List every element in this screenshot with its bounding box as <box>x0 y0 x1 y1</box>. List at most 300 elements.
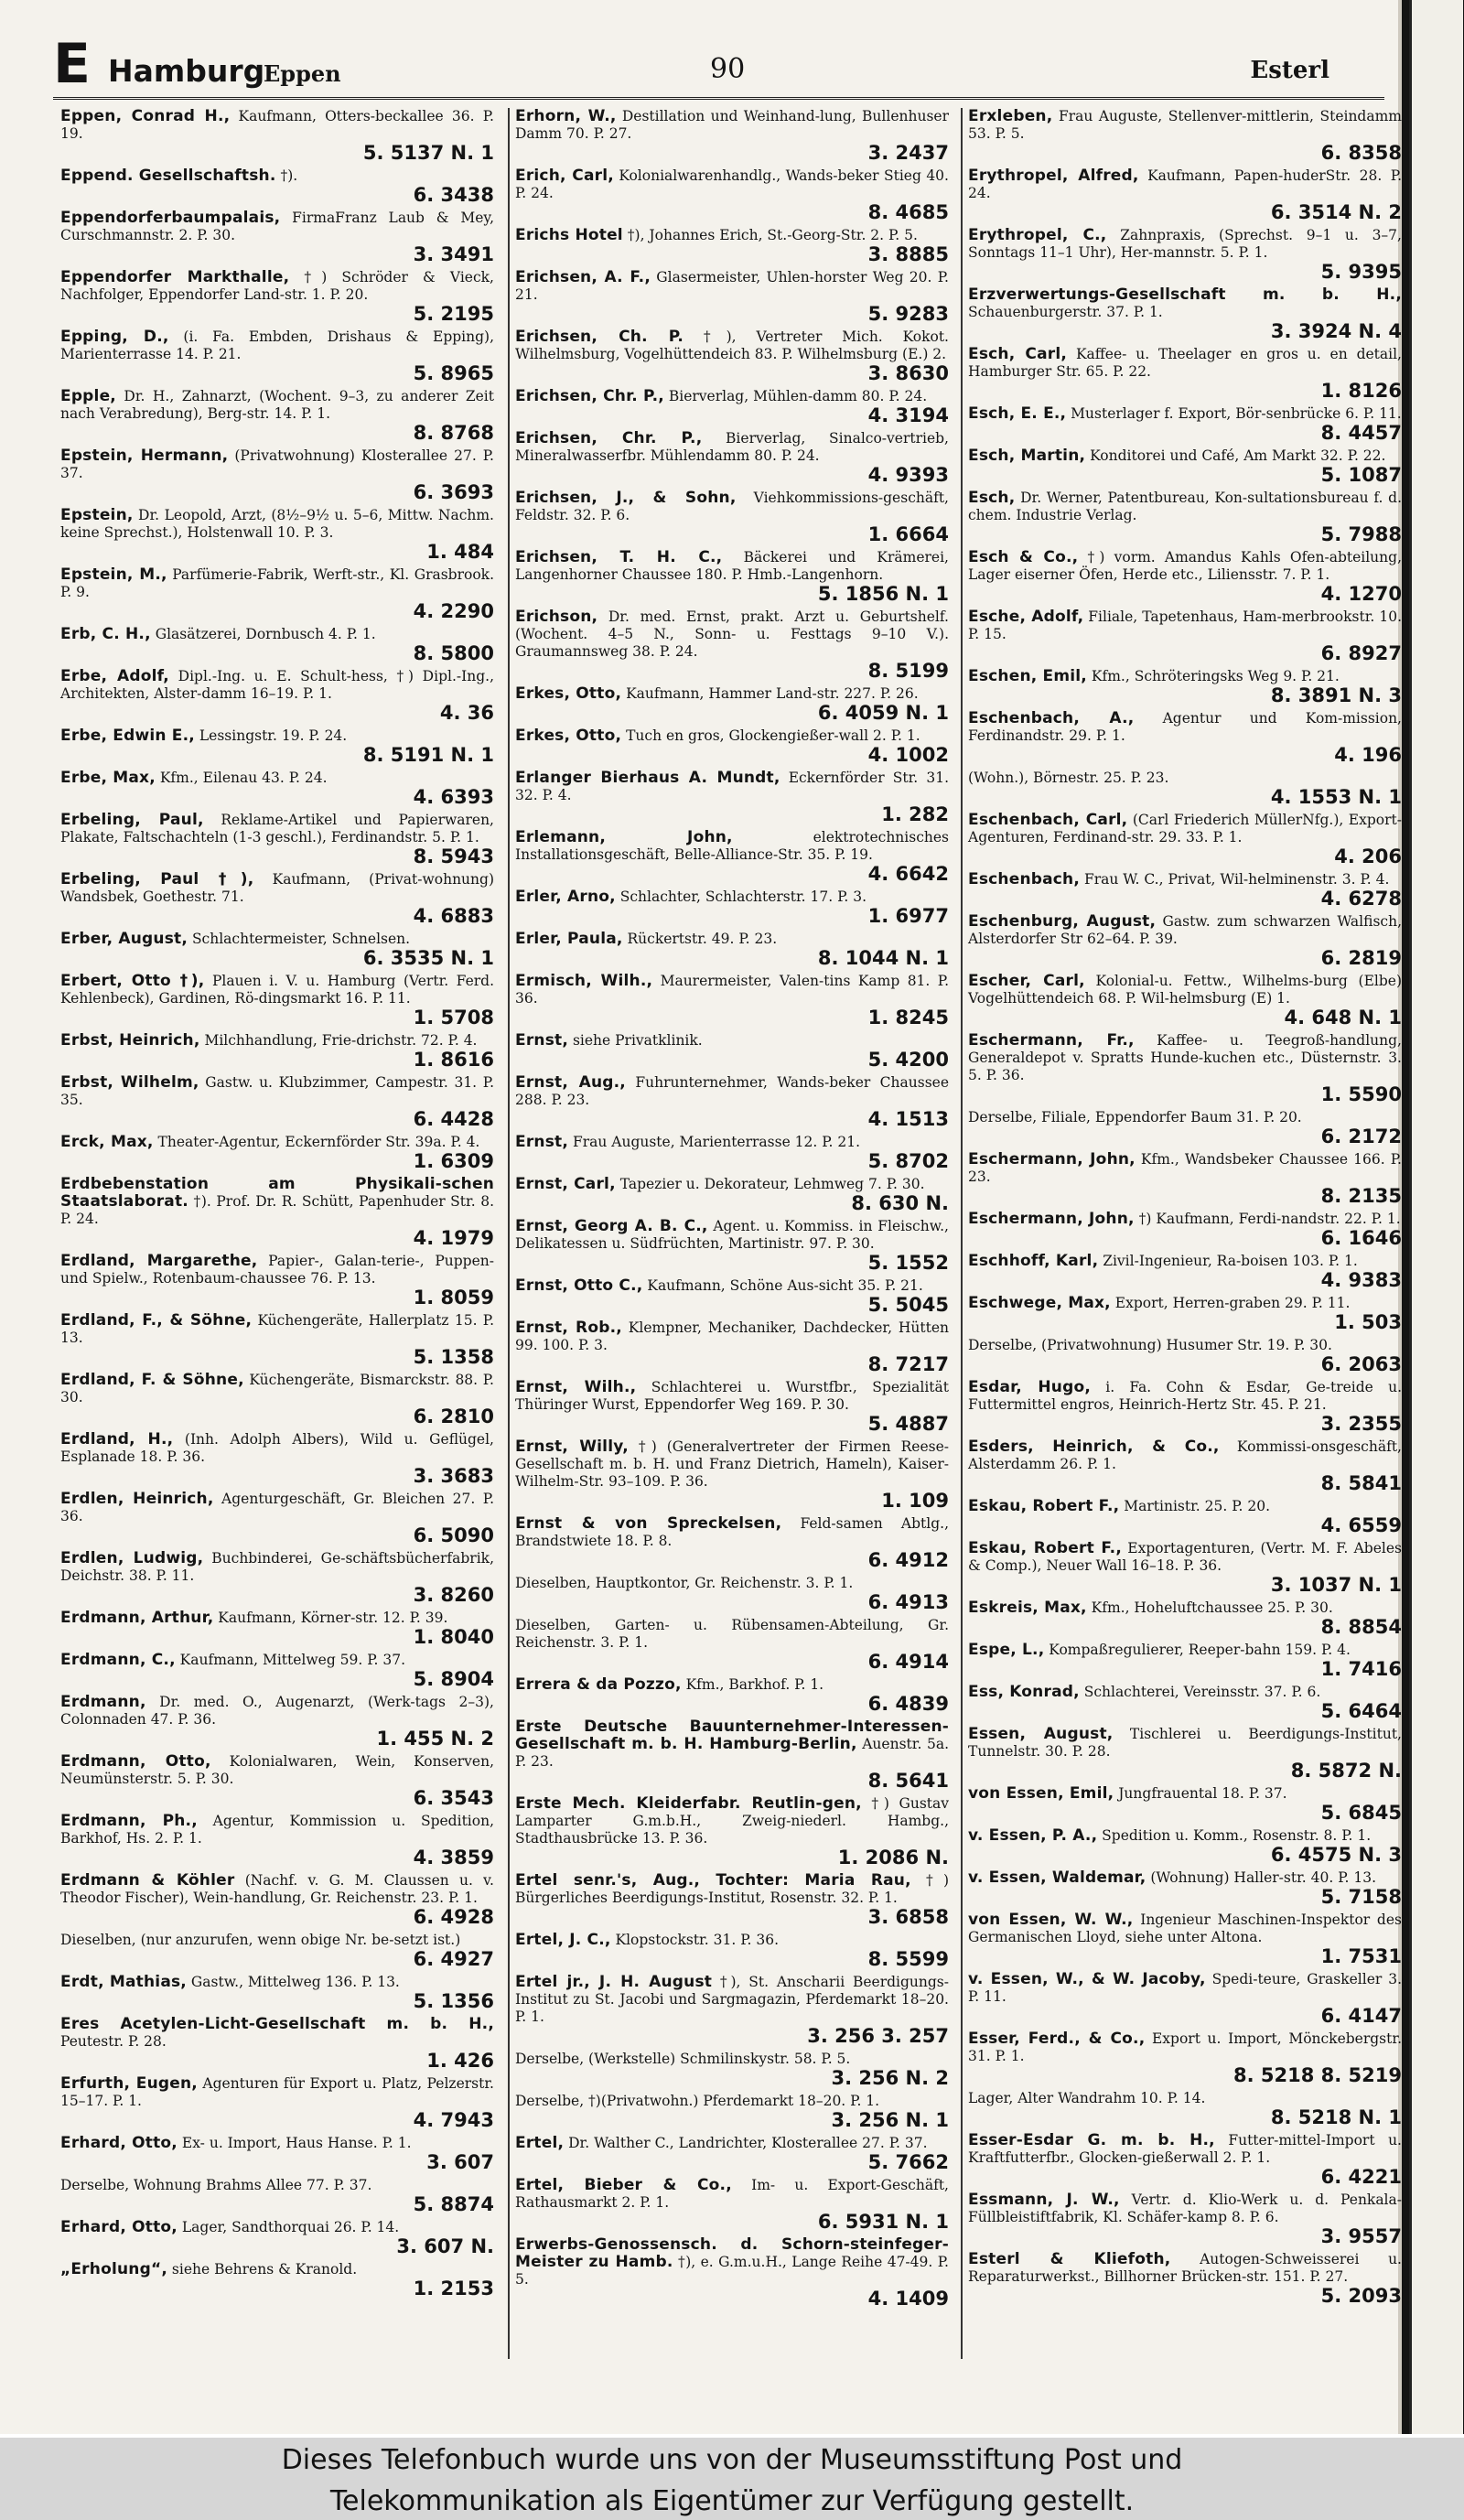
entry-phone-number: 1. 8616 <box>413 1049 494 1071</box>
entry-name: Ernst, Willy, <box>515 1438 629 1456</box>
entry-phone-number: 3. 3491 <box>413 243 494 265</box>
entry-phone-number: 1. 2153 <box>413 2278 494 2299</box>
entry-details: Kfm., Wandsbeker Chaussee 166. P. 23. <box>968 1151 1402 1185</box>
directory-entry <box>968 1295 1402 1333</box>
entry-phone-number: 1. 8126 <box>1320 380 1402 402</box>
directory-entry <box>968 2030 1402 2086</box>
entry-name: Epping, D., <box>60 328 169 346</box>
entry-phone-number: 6. 4914 <box>867 1651 949 1673</box>
directory-entry <box>968 108 1402 164</box>
entry-details: Schlachterei, Vereinsstr. 37. P. 6. <box>1083 1684 1321 1700</box>
entry-phone-number: 5. 7988 <box>1320 523 1402 545</box>
directory-entry <box>968 608 1402 664</box>
entry-phone-number: 1. 7531 <box>1320 1945 1402 1967</box>
entry-details: †), Johannes Erich, St.-Georg-Str. 2. P. 5. <box>627 227 918 243</box>
entry-phone-number: 3. 607 N. <box>396 2235 494 2257</box>
entry-phone-number: 4. 648 N. 1 <box>1284 1007 1402 1028</box>
directory-entry <box>515 1617 949 1673</box>
entry-name: Esch & Co., <box>968 548 1079 566</box>
entry-name: Erichsen, T. H. C., <box>515 548 723 566</box>
entry-name: Erdland, H., <box>60 1430 174 1448</box>
entry-name: Erfurth, Eugen, <box>60 2074 198 2093</box>
entry-name: Espe, L., <box>968 1641 1045 1659</box>
entry-name: Erlanger Bierhaus A. Mundt, <box>515 769 780 787</box>
entry-phone-number: 8. 7217 <box>867 1353 949 1375</box>
entry-name: Epple, <box>60 387 116 405</box>
entry-name: Esterl & Kliefoth, <box>968 2250 1171 2268</box>
directory-entry <box>968 167 1402 223</box>
entry-name: Erzverwertungs-Gesellschaft m. b. H., <box>968 285 1402 304</box>
entry-phone-number: 6. 4575 N. 3 <box>1270 1844 1402 1866</box>
entry-phone-number: 4. 36 <box>439 702 494 724</box>
entry-details: Glasätzerei, Dornbusch 4. P. 1. <box>155 626 376 642</box>
entry-details: †) Schröder & Vieck, Nachfolger, Eppendorfer Land-str. 1. P. 20. <box>60 269 494 303</box>
entry-name: Erkes, Otto, <box>515 727 622 745</box>
entry-phone-number: 8. 5641 <box>867 1770 949 1792</box>
entry-name: Erste Deutsche Bauunternehmer-Interessen-Gesellschaft m. b. H. Hamburg-Berlin, <box>515 1718 949 1753</box>
entry-phone-number: 4. 6559 <box>1320 1514 1402 1536</box>
footer-line-2: Telekommunikation als Eigentümer zur Verfügung gestellt. <box>329 2485 1135 2517</box>
directory-column-2 <box>508 108 949 2359</box>
page-header <box>53 32 1384 100</box>
directory-entry <box>968 1827 1402 1866</box>
entry-phone-number: 8. 8854 <box>1320 1616 1402 1638</box>
entry-details: Fuhrunternehmer, Wands-beker Chaussee 288. P. 23. <box>515 1074 949 1108</box>
entry-name: Erck, Max, <box>60 1133 154 1151</box>
directory-entry <box>515 2093 949 2131</box>
entry-details: Kfm., Hoheluftchaussee 25. P. 30. <box>1091 1599 1333 1616</box>
entry-details: Export u. Import, Mönckebergstr. 31. P. 1. <box>968 2030 1402 2064</box>
entry-name: Esser, Ferd., & Co., <box>968 2030 1146 2048</box>
directory-entry <box>968 346 1402 402</box>
entry-phone-number: 5. 9395 <box>1320 261 1402 283</box>
entry-details: Vertr. d. Klio-Werk u. d. Penkala-Füllbleistiftfabrik, Kl. Schäfer-kamp 8. P. 6. <box>968 2192 1402 2225</box>
entry-details: Destillation und Weinhand-lung, Bullenhuser Damm 70. P. 27. <box>515 108 949 142</box>
entry-name: Erler, Paula, <box>515 930 623 948</box>
entry-details: †) Gustav Lamparter G.m.b.H., Zweig-niederl. Hambg., Stadthausbrücke 13. P. 36. <box>515 1795 949 1847</box>
directory-entry <box>968 1438 1402 1494</box>
entry-details: Milchhandlung, Frie-drichstr. 72. P. 4. <box>204 1032 478 1049</box>
entry-name: Erichsen, A. F., <box>515 268 651 286</box>
entry-name: Ernst, Aug., <box>515 1073 626 1092</box>
entry-details: Viehkommissions-geschäft, Feldstr. 32. P. 6. <box>515 490 949 523</box>
entry-phone-number: 5. 7158 <box>1320 1886 1402 1908</box>
entry-details: Kaufmann, Schöne Aus-sicht 35. P. 21. <box>647 1277 923 1294</box>
directory-entry <box>515 108 949 164</box>
entry-name: Eschermann, John, <box>968 1150 1136 1168</box>
directory-entry <box>968 973 1402 1028</box>
entry-name: Erhorn, W., <box>515 108 617 125</box>
directory-entry <box>515 1795 949 1868</box>
entry-details: Kfm., Schröteringsks Weg 9. P. 21. <box>1091 668 1340 684</box>
entry-phone-number: 4. 196 <box>1334 744 1402 766</box>
entry-name: Ertel jr., J. H. August <box>515 1973 713 1991</box>
entry-name: Erdbebenstation am Physikali-schen Staatslaborat. <box>60 1175 494 1211</box>
entry-details: Agenturen für Export u. Platz, Pelzerstr. 15–17. P. 1. <box>60 2075 494 2109</box>
entry-name: Essen, August, <box>968 1725 1114 1743</box>
directory-entry <box>968 1642 1402 1680</box>
entry-details: Kfm., Eilenau 43. P. 24. <box>159 770 328 786</box>
directory-entry <box>515 328 949 384</box>
entry-details: Dr. med. O., Augenarzt, (Werk-tags 2–3), Colonnaden 47. P. 36. <box>60 1694 494 1728</box>
directory-entry <box>515 1134 949 1172</box>
entry-details: Dr. Walther C., Landrichter, Klosterallee 27. P. 37. <box>568 2135 928 2151</box>
entry-details: Kaufmann, Hammer Land-str. 227. P. 26. <box>626 685 919 702</box>
entry-details: siehe Behrens & Kranold. <box>171 2261 358 2278</box>
entry-details: Schlachter, Schlachterstr. 17. P. 3. <box>619 888 867 905</box>
entry-name: Esch, <box>968 489 1016 507</box>
entry-phone-number: 4. 2290 <box>413 600 494 622</box>
entry-details: Derselbe, Wohnung Brahms Allee 77. P. 37. <box>60 2177 372 2193</box>
directory-entry <box>968 871 1402 910</box>
directory-entry <box>515 2177 949 2233</box>
directory-entry <box>515 1575 949 1613</box>
directory-entry <box>968 710 1402 766</box>
entry-phone-number: 1. 109 <box>881 1490 949 1512</box>
entry-details: †). Prof. Dr. R. Schütt, Papenhuder Str. 8. P. 24. <box>60 1193 494 1227</box>
entry-phone-number: 1. 8059 <box>413 1287 494 1308</box>
entry-phone-number: 5. 8904 <box>413 1668 494 1690</box>
entry-details: Gastw., Mittelweg 136. P. 13. <box>190 1974 400 1990</box>
entry-name: v. Essen, Waldemar, <box>968 1868 1146 1887</box>
footer-line-1: Dieses Telefonbuch wurde uns von der Museumsstiftung Post und <box>281 2444 1183 2476</box>
directory-entry <box>60 1694 494 1750</box>
directory-entry <box>515 430 949 486</box>
entry-name: Erbert, Otto †), <box>60 972 205 990</box>
directory-entry <box>515 1438 949 1512</box>
directory-entry <box>515 1277 949 1316</box>
entry-name: Eskau, Robert F., <box>968 1539 1122 1557</box>
entry-phone-number: 5. 8874 <box>413 2193 494 2215</box>
entry-details: Gastw. zum schwarzen Walfisch, Alsterdorfer Str 62–64. P. 39. <box>968 913 1402 947</box>
directory-entry <box>515 1974 949 2047</box>
entry-name: Eschhoff, Karl, <box>968 1252 1099 1270</box>
entry-name: Esch, E. E., <box>968 404 1067 423</box>
directory-entry <box>60 1974 494 2012</box>
directory-entry <box>968 812 1402 867</box>
entry-name: Erichson, <box>515 608 598 626</box>
entry-name: Eschenbach, <box>968 870 1081 888</box>
entry-name: Ernst & von Spreckelsen, <box>515 1514 782 1533</box>
entry-details: Spedi-teure, Graskeller 3. P. 11. <box>968 1971 1402 2005</box>
entry-details: (Wohnung) Haller-str. 40. P. 13. <box>1150 1869 1377 1886</box>
entry-details: Ingenieur Maschinen-Inspektor des Germanischen Lloyd, siehe unter Altona. <box>968 1912 1402 1945</box>
entry-name: Ertel, Bieber & Co., <box>515 2176 732 2194</box>
entry-phone-number: 3. 3683 <box>413 1465 494 1487</box>
entry-phone-number: 8. 4685 <box>867 201 949 223</box>
entry-name: „Erholung“, <box>60 2260 167 2278</box>
entry-phone-number: 8. 5872 N. <box>1290 1760 1402 1782</box>
entry-name: Erlemann, John, <box>515 828 733 846</box>
entry-details: Kolonialwarenhandlg., Wands-beker Stieg 40. P. 24. <box>515 167 949 201</box>
entry-phone-number: 8. 5599 <box>867 1948 949 1970</box>
entry-details: Dr. Leopold, Arzt, (8½–9½ u. 5–6, Mittw. Nachm. keine Sprechst.), Holstenwall 10. P. 3. <box>60 507 494 541</box>
entry-phone-number: 6. 4913 <box>867 1591 949 1613</box>
entry-phone-number: 6. 8927 <box>1320 642 1402 664</box>
entry-name: Ertel, <box>515 2134 565 2152</box>
directory-entry <box>60 770 494 808</box>
entry-details: Derselbe, (Werkstelle) Schmilinskystr. 58. P. 5. <box>515 2051 851 2067</box>
entry-name: Erhard, Otto, <box>60 2218 178 2236</box>
entry-phone-number: 4. 1553 N. 1 <box>1270 786 1402 808</box>
entry-details: Frau Auguste, Stellenver-mittlerin, Steindamm 53. P. 5. <box>968 108 1402 142</box>
entry-phone-number: 4. 206 <box>1334 845 1402 867</box>
directory-entry <box>515 2236 949 2310</box>
entry-phone-number: 5. 5137 N. 1 <box>362 142 494 164</box>
entry-phone-number: 1. 2086 N. <box>837 1847 949 1868</box>
directory-entry <box>60 2135 494 2173</box>
entry-phone-number: 3. 1037 N. 1 <box>1270 1574 1402 1596</box>
directory-entry <box>515 388 949 426</box>
entry-details: elektrotechnisches Installationsgeschäft, Belle-Alliance-Str. 35. P. 19. <box>515 829 949 863</box>
entry-phone-number: 5. 5045 <box>867 1294 949 1316</box>
directory-entry <box>968 2132 1402 2188</box>
entry-details: Agenturgeschäft, Gr. Bleichen 27. P. 36. <box>60 1491 494 1524</box>
directory-entry <box>60 447 494 503</box>
entry-phone-number: 5. 8702 <box>867 1150 949 1172</box>
entry-phone-number: 4. 3194 <box>867 404 949 426</box>
entry-details: Kaufmann, Mittelweg 59. P. 37. <box>179 1652 406 1668</box>
directory-column-3 <box>961 108 1402 2359</box>
first-entry-guide-word: Eppen <box>264 60 341 87</box>
entry-name: Erxleben, <box>968 108 1053 125</box>
entry-name: Erythropel, C., <box>968 226 1107 244</box>
entry-phone-number: 6. 3543 <box>413 1787 494 1809</box>
entry-phone-number: 1. 8245 <box>867 1007 949 1028</box>
entry-details: (Carl Friederich MüllerNfg.), Export-Agenturen, Ferdinand-str. 29. 33. P. 1. <box>968 812 1402 845</box>
entry-name: Eschermann, John, <box>968 1210 1135 1228</box>
entry-name: Erdmann, Ph., <box>60 1812 198 1830</box>
entry-name: Eskreis, Max, <box>968 1599 1087 1617</box>
directory-entry <box>968 549 1402 605</box>
entry-name: Ernst, Wilh., <box>515 1378 637 1396</box>
entry-details: †) Bürgerliches Beerdigungs-Institut, Rosenstr. 32. P. 1. <box>515 1872 949 1906</box>
city-heading: Hamburg <box>108 53 265 89</box>
entry-name: Erythropel, Alfred, <box>968 167 1139 185</box>
directory-entry <box>60 1253 494 1308</box>
entry-details: Kaffee- u. Theelager en gros u. en detail, Hamburger Str. 65. P. 22. <box>968 346 1402 380</box>
entry-details: Lessingstr. 19. P. 24. <box>199 727 348 744</box>
entry-details: Tuch en gros, Glockengießer-wall 2. P. 1. <box>626 727 920 744</box>
entry-details: Dr. H., Zahnarzt, (Wochent. 9–3, zu anderer Zeit nach Verabredung), Berg-str. 14. P. 1. <box>60 388 494 422</box>
entry-details: Dr. med. Ernst, prakt. Arzt u. Geburtshelf. (Wochent. 4–5 N., Sonn- u. Festtags 9–10 V.). Graumannsweg 38. P. 24. <box>515 608 949 660</box>
directory-entry <box>968 1912 1402 1967</box>
entry-details: Küchengeräte, Bismarckstr. 88. P. 30. <box>60 1372 494 1405</box>
entry-phone-number: 1. 5708 <box>413 1007 494 1028</box>
entry-name: Eppendorferbaumpalais, <box>60 209 281 227</box>
entry-name: Eppend. Gesellschaftsh. <box>60 167 276 185</box>
entry-details: Kolonialwaren, Wein, Konserven, Neumünsterstr. 5. P. 30. <box>60 1753 494 1787</box>
entry-phone-number: 5. 1356 <box>413 1990 494 2012</box>
entry-name: Ess, Konrad, <box>968 1683 1080 1701</box>
directory-entry <box>60 1932 494 1970</box>
entry-details: Rückertstr. 49. P. 23. <box>627 931 778 947</box>
entry-phone-number: 6. 4221 <box>1320 2166 1402 2188</box>
directory-entry <box>515 2051 949 2089</box>
directory-entry <box>968 1337 1402 1375</box>
directory-entry <box>515 269 949 325</box>
entry-phone-number: 5. 9283 <box>867 303 949 325</box>
directory-entry <box>60 1431 494 1487</box>
entry-name: Ernst, Georg A. B. C., <box>515 1217 708 1235</box>
directory-entry <box>60 1176 494 1249</box>
entry-phone-number: 6. 5090 <box>413 1524 494 1546</box>
directory-entry <box>515 227 949 265</box>
directory-entry <box>515 973 949 1028</box>
entry-details: †), St. Anscharii Beerdigungs-Institut zu St. Jacobi und Sargmagazin, Pferdemarkt 18–20. P. 1. <box>515 1974 949 2025</box>
directory-entry <box>968 1599 1402 1638</box>
entry-phone-number: 8. 4457 <box>1320 422 1402 444</box>
entry-name: v. Essen, P. A., <box>968 1826 1098 1845</box>
entry-name: Erler, Arno, <box>515 888 616 906</box>
directory-entry <box>60 108 494 164</box>
directory-entry <box>515 1074 949 1130</box>
entry-phone-number: 5. 6464 <box>1320 1700 1402 1722</box>
entry-name: Erdland, F. & Söhne, <box>60 1371 244 1389</box>
entry-name: Eschenbach, A., <box>968 709 1135 727</box>
entry-phone-number: 4. 6642 <box>867 863 949 885</box>
entry-phone-number: 5. 2093 <box>1320 2285 1402 2307</box>
entry-details: Derselbe, Filiale, Eppendorfer Baum 31. P. 20. <box>968 1109 1302 1125</box>
entry-name: Erbe, Adolf, <box>60 667 169 685</box>
entry-name: Erste Mech. Kleiderfabr. Reutlin-gen, <box>515 1794 862 1813</box>
directory-entry <box>968 770 1402 808</box>
entry-phone-number: 4. 1270 <box>1320 583 1402 605</box>
directory-entry <box>515 1515 949 1571</box>
entry-phone-number: 8. 5841 <box>1320 1472 1402 1494</box>
directory-entry <box>515 1319 949 1375</box>
entry-name: Erbeling, Paul †), <box>60 870 254 888</box>
entry-phone-number: 4. 9393 <box>867 464 949 486</box>
entry-details: Konditorei und Café, Am Markt 32. P. 22. <box>1090 447 1386 464</box>
entry-phone-number: 3. 256 N. 1 <box>831 2109 949 2131</box>
entry-phone-number: 3. 8885 <box>867 243 949 265</box>
directory-entry <box>968 1109 1402 1147</box>
entry-details: Maurermeister, Valen-tins Kamp 81. P. 36. <box>515 973 949 1007</box>
entry-details: Lager, Alter Wandrahm 10. P. 14. <box>968 2090 1206 2106</box>
directory-entry <box>515 770 949 825</box>
entry-name: Eschenburg, August, <box>968 912 1157 931</box>
directory-entry <box>515 1932 949 1970</box>
entry-details: siehe Privatklinik. <box>572 1032 703 1049</box>
adjacent-page-edge <box>1402 0 1464 2434</box>
entry-phone-number: 4. 1979 <box>413 1227 494 1249</box>
entry-phone-number: 8. 3891 N. 3 <box>1270 684 1402 706</box>
entry-phone-number: 6. 4927 <box>413 1948 494 1970</box>
directory-entry <box>60 1134 494 1172</box>
directory-entry <box>60 2261 494 2299</box>
entry-name: Escher, Carl, <box>968 972 1085 990</box>
directory-column-1 <box>55 108 494 2359</box>
entry-details: Bierverlag, Mühlen-damm 80. P. 24. <box>668 388 928 404</box>
entry-phone-number: 4. 1513 <box>867 1108 949 1130</box>
entry-details: Tischlerei u. Beerdigungs-Institut, Tunnelstr. 30. P. 28. <box>968 1726 1402 1760</box>
entry-name: Erdlen, Ludwig, <box>60 1549 204 1567</box>
entry-phone-number: 5. 1856 N. 1 <box>817 583 949 605</box>
entry-phone-number: 1. 6309 <box>413 1150 494 1172</box>
entry-name: Ernst, Otto C., <box>515 1276 643 1295</box>
entry-phone-number: 6. 1646 <box>1320 1227 1402 1249</box>
entry-name: von Essen, W. W., <box>968 1911 1134 1929</box>
directory-entry <box>60 210 494 265</box>
entry-phone-number: 6. 8358 <box>1320 142 1402 164</box>
directory-entry <box>515 608 949 682</box>
entry-phone-number: 5. 8965 <box>413 362 494 384</box>
entry-details: Kaufmann, Papen-huderStr. 28. P. 24. <box>968 167 1402 201</box>
entry-phone-number: 3. 256 3. 257 <box>807 2025 949 2047</box>
directory-entry <box>968 1211 1402 1249</box>
directory-entry <box>60 1610 494 1648</box>
entry-name: Ernst, Carl, <box>515 1175 616 1193</box>
entry-details: Auenstr. 5a. P. 23. <box>515 1736 949 1770</box>
entry-name: Eres Acetylen-Licht-Gesellschaft m. b. H., <box>60 2015 494 2033</box>
entry-details: Dieselben, (nur anzurufen, wenn obige Nr. be-setzt ist.) <box>60 1932 461 1948</box>
entry-name: Erichsen, J., & Sohn, <box>515 489 737 507</box>
entry-name: Eppendorfer Markthalle, <box>60 268 290 286</box>
entry-name: Eschwege, Max, <box>968 1294 1111 1312</box>
entry-details: Spedition u. Komm., Rosenstr. 8. P. 1. <box>1102 1827 1372 1844</box>
entry-phone-number: 6. 4059 N. 1 <box>817 702 949 724</box>
entry-details: Kaufmann, Otters-beckallee 36. P. 19. <box>60 108 494 142</box>
entry-phone-number: 8. 5218 8. 5219 <box>1233 2064 1402 2086</box>
entry-phone-number: 8. 5943 <box>413 845 494 867</box>
entry-name: Erdland, F., & Söhne, <box>60 1311 253 1330</box>
entry-phone-number: 3. 607 <box>426 2151 494 2173</box>
entry-details: Dipl.-Ing. u. E. Schult-hess, †) Dipl.-Ing., Architekten, Alster-damm 16–19. P. 1. <box>60 668 494 702</box>
entry-phone-number: 4. 3859 <box>413 1847 494 1868</box>
directory-entry <box>60 1491 494 1546</box>
entry-details: Autogen-Schweisserei u. Reparaturwerkst., Billhorner Brücken-str. 151. P. 27. <box>968 2251 1402 2285</box>
directory-entry <box>968 405 1402 444</box>
directory-entry <box>60 1753 494 1809</box>
entry-details: Kommissi-onsgeschäft, Alsterdamm 26. P. 1. <box>968 1438 1402 1472</box>
directory-entry <box>968 490 1402 545</box>
directory-entry <box>968 1869 1402 1908</box>
entry-details: Küchengeräte, Hallerplatz 15. P. 13. <box>60 1312 494 1346</box>
entry-phone-number: 6. 4928 <box>413 1906 494 1928</box>
entry-details: †). <box>280 167 298 184</box>
entry-name: Eschenbach, Carl, <box>968 811 1128 829</box>
directory-entry <box>515 931 949 969</box>
entry-details: Jungfrauental 18. P. 37. <box>1118 1785 1287 1802</box>
entry-details: Im- u. Export-Geschäft, Rathausmarkt 2. P. 1. <box>515 2177 949 2211</box>
entry-name: Erichsen, Ch. P. <box>515 328 684 346</box>
directory-entry <box>60 626 494 664</box>
entry-phone-number: 5. 1087 <box>1320 464 1402 486</box>
entry-phone-number: 6. 3693 <box>413 481 494 503</box>
directory-entry <box>60 2016 494 2072</box>
directory-entry <box>968 1971 1402 2027</box>
directory-entry <box>968 1032 1402 1105</box>
entry-phone-number: 4. 6883 <box>413 905 494 927</box>
directory-entry <box>515 1176 949 1214</box>
entry-name: Erich, Carl, <box>515 167 614 185</box>
entry-details: Feld-samen Abtlg., Brandstwiete 18. P. 8. <box>515 1515 949 1549</box>
entry-name: Eskau, Robert F., <box>968 1497 1120 1515</box>
entry-phone-number: 3. 9557 <box>1320 2225 1402 2247</box>
entry-name: Esdar, Hugo, <box>968 1378 1091 1396</box>
entry-phone-number: 6. 3514 N. 2 <box>1270 201 1402 223</box>
entry-details: Ex- u. Import, Haus Hanse. P. 1. <box>181 2135 412 2151</box>
entry-details: (Privatwohnung) Klosterallee 27. P. 37. <box>60 447 494 481</box>
entry-details: †) vorm. Amandus Kahls Ofen-abteilung, Lager eiserner Öfen, Herde etc., Liliensstr. 7. P. 1. <box>968 549 1402 583</box>
entry-phone-number: 4. 1409 <box>867 2288 949 2310</box>
entry-phone-number: 3. 8260 <box>413 1584 494 1606</box>
directory-entry <box>60 1074 494 1130</box>
entry-phone-number: 1. 484 <box>426 541 494 563</box>
footer-notice <box>0 2438 1464 2520</box>
entry-details: Musterlager f. Export, Bör-senbrücke 6. P. 11. <box>1071 405 1402 422</box>
